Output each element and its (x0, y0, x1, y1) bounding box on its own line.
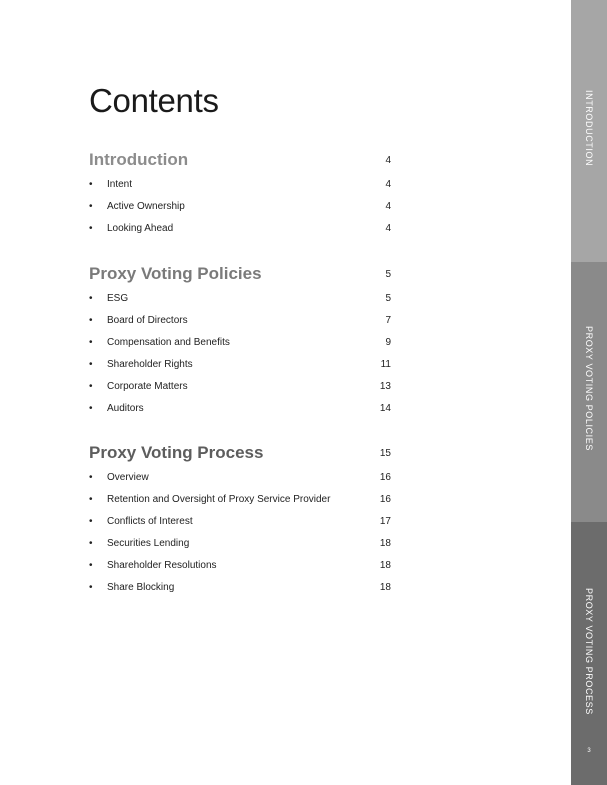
toc-entry[interactable] (89, 332, 391, 354)
toc-entry-page: 18 (379, 538, 391, 549)
toc-section-heading[interactable] (89, 150, 391, 174)
toc-entry-page: 4 (385, 223, 391, 234)
toc-entry[interactable] (89, 218, 391, 240)
toc-entry-page: 4 (385, 201, 391, 212)
bullet: • (89, 381, 93, 392)
toc-entry[interactable] (89, 511, 391, 533)
page-number: 3 (587, 748, 591, 754)
toc-entry-label[interactable]: Securities Lending (107, 538, 190, 549)
toc-entry-page: 11 (380, 359, 391, 370)
bullet: • (89, 201, 93, 212)
toc-section-process (89, 443, 391, 599)
toc-entry-label[interactable]: Retention and Oversight of Proxy Service Provider (107, 494, 331, 505)
toc-entry-page: 17 (379, 516, 391, 527)
section-tabs (571, 0, 607, 785)
tab-label: PROXY VOTING PROCESS (584, 588, 594, 715)
toc-entry-label[interactable]: Board of Directors (107, 315, 188, 326)
section-page-number: 5 (385, 269, 391, 280)
bullet: • (89, 516, 93, 527)
section-page-number: 15 (379, 448, 391, 459)
bullet: • (89, 582, 93, 593)
toc-entry-page: 7 (385, 315, 391, 326)
toc-entry-label[interactable]: Looking Ahead (107, 223, 174, 234)
toc-section-introduction (89, 150, 391, 240)
toc-entry-page: 16 (379, 494, 391, 505)
toc-entry-label[interactable]: Compensation and Benefits (107, 337, 230, 348)
toc-entry-page: 14 (379, 403, 391, 414)
bullet: • (89, 472, 93, 483)
toc-entry-page: 5 (385, 293, 391, 304)
page-title: Contents (89, 82, 219, 119)
bullet: • (89, 337, 93, 348)
toc-entry[interactable] (89, 577, 391, 599)
toc-entry[interactable] (89, 174, 391, 196)
toc-entry-label[interactable]: Intent (107, 179, 133, 190)
toc-entry-page: 18 (379, 582, 391, 593)
section-page-number: 4 (385, 155, 391, 166)
toc-entry-label[interactable]: Overview (107, 472, 149, 483)
tab-label: PROXY VOTING POLICIES (584, 326, 594, 451)
tab-introduction[interactable] (571, 0, 607, 262)
toc-entry-page: 16 (379, 472, 391, 483)
toc-entry-label[interactable]: Auditors (107, 403, 144, 414)
toc-entry-label[interactable]: Active Ownership (107, 201, 185, 212)
bullet: • (89, 293, 93, 304)
section-title[interactable]: Proxy Voting Process (89, 443, 264, 462)
toc-entry-label[interactable]: Shareholder Rights (107, 359, 193, 370)
bullet: • (89, 359, 93, 370)
tab-proxy-voting-process[interactable] (571, 522, 607, 785)
toc-section-heading[interactable] (89, 443, 391, 467)
toc-entry[interactable] (89, 288, 391, 310)
toc-entry[interactable] (89, 196, 391, 218)
toc-entry-label[interactable]: Corporate Matters (107, 381, 188, 392)
toc-entry-page: 4 (385, 179, 391, 190)
toc-entry[interactable] (89, 354, 391, 376)
toc-entry-page: 18 (379, 560, 391, 571)
toc-entry[interactable] (89, 398, 391, 420)
toc-entry[interactable] (89, 489, 391, 511)
toc-section-policies (89, 264, 391, 420)
tab-proxy-voting-policies[interactable] (571, 262, 607, 522)
bullet: • (89, 538, 93, 549)
toc-entry[interactable] (89, 310, 391, 332)
toc-entry-page: 9 (385, 337, 391, 348)
toc-entry[interactable] (89, 555, 391, 577)
toc-entry-label[interactable]: Shareholder Resolutions (107, 560, 217, 571)
tab-label: INTRODUCTION (584, 90, 594, 167)
bullet: • (89, 223, 93, 234)
bullet: • (89, 403, 93, 414)
section-title[interactable]: Proxy Voting Policies (89, 264, 262, 283)
toc-entry-page: 13 (379, 381, 391, 392)
toc-section-heading[interactable] (89, 264, 391, 288)
section-title[interactable]: Introduction (89, 150, 189, 169)
bullet: • (89, 560, 93, 571)
toc-entry-label[interactable]: ESG (107, 293, 129, 304)
toc-entry-label[interactable]: Conflicts of Interest (107, 516, 193, 527)
toc-entry-label[interactable]: Share Blocking (107, 582, 175, 593)
toc-entry[interactable] (89, 533, 391, 555)
bullet: • (89, 494, 93, 505)
toc-entry[interactable] (89, 467, 391, 489)
toc-entry[interactable] (89, 376, 391, 398)
bullet: • (89, 179, 93, 190)
bullet: • (89, 315, 93, 326)
